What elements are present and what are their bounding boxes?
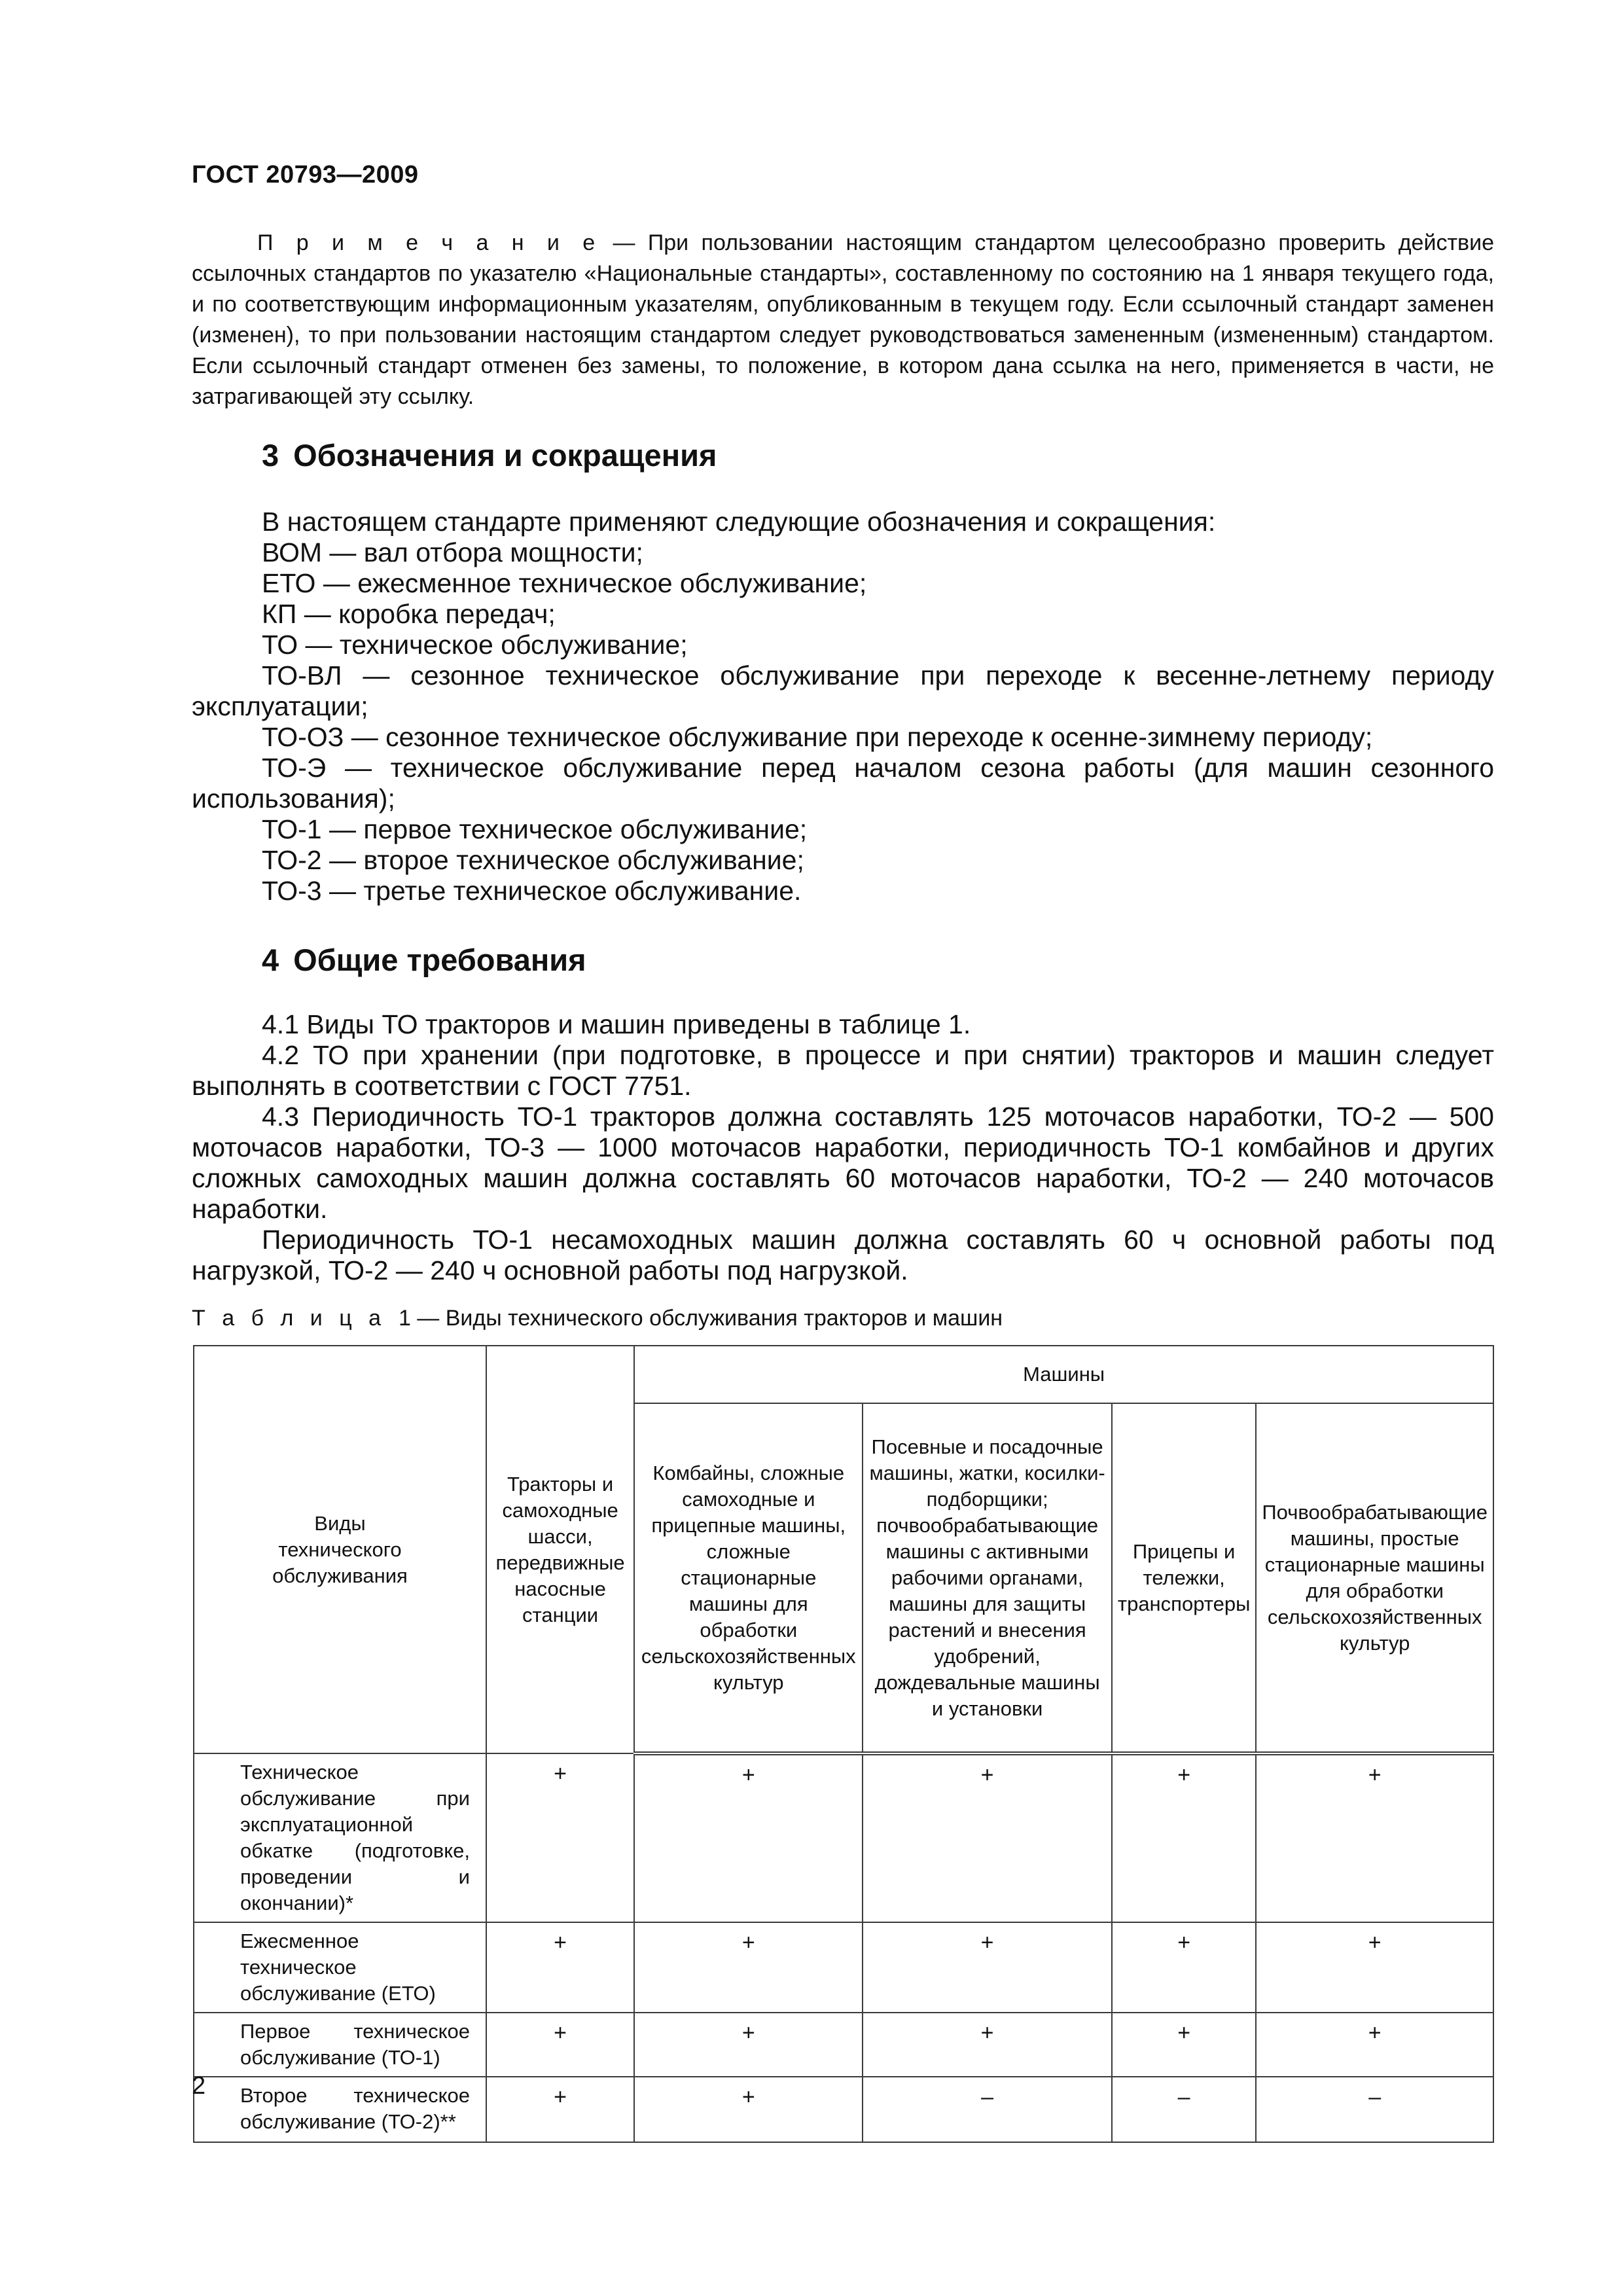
row-label: Техническое обслуживание при эксплуатационной обкатке (подготовке, проведении и окончании)* [194,1753,486,1922]
maintenance-types-table [193,1345,1494,2143]
table-row [194,1753,1493,1922]
table-caption-label: Т а б л и ц а [192,1306,387,1331]
header-combines: Комбайны, сложные самоходные и прицепные машины, сложные стационарные машины для обработки сельскохозяйственных культур [634,1403,863,1753]
row-label: Второе техническое обслуживание (ТО-2)** [194,2077,486,2142]
abbrev-item: ТО-3 — третье техническое обслуживание. [262,876,802,906]
clause-4-1: 4.1 Виды ТО тракторов и машин приведены в таблице 1. [262,1009,971,1039]
mark-cell: + [1112,2013,1257,2077]
mark-cell: – [863,2077,1112,2142]
mark-cell: + [863,2013,1112,2077]
abbrev-item: КП — коробка передач; [262,599,556,629]
abbrev-item: ТО-ВЛ — сезонное техническое обслуживание при переходе к весенне-летнему периоду эксплуатации; [192,660,1494,721]
section-3-body [192,507,1494,906]
section-number: 4 [262,942,279,977]
section-number: 3 [262,438,279,473]
mark-cell: + [634,1753,863,1922]
mark-cell: + [486,2077,634,2142]
note-text: — При пользовании настоящим стандартом целесообразно проверить действие ссылочных стандартов по указателю «Национальные стандарты», составленному по состоянию на 1 января текущего года, и по соответствующим информационным указателям, опубликованным в текущем году. Если ссылочный стандарт заменен (изменен), то при пользовании настоящим стандартом следует руководствоваться замененным (измененным) стандартом. Если ссылочный стандарт отменен без замены, то положение, в котором дана ссылка на него, применяется в части, не затрагивающей эту ссылку. [192,230,1494,409]
header-machines-group: Машины [634,1346,1493,1403]
mark-cell: + [1256,1753,1493,1922]
mark-cell: + [634,2077,863,2142]
header-tractors: Тракторы и самоходные шасси, передвижные насосные станции [486,1346,634,1753]
mark-cell: + [1112,1753,1257,1922]
mark-cell: + [1256,1922,1493,2013]
mark-cell: – [1256,2077,1493,2142]
header-trailers: Прицепы и тележки, транспортеры [1112,1403,1257,1753]
row-label: Ежесменное техническое обслуживание (ЕТО) [194,1922,486,2013]
mark-cell: + [863,1922,1112,2013]
abbrev-item: ВОМ — вал отбора мощности; [262,537,643,567]
mark-cell: + [1112,1922,1257,2013]
table-row [194,2013,1493,2077]
abbrev-item: ТО-2 — второе техническое обслуживание; [262,845,804,875]
note-paragraph [192,228,1494,412]
section-title: Общие требования [293,942,586,977]
clause-4-3: 4.3 Периодичность ТО-1 тракторов должна составлять 125 моточасов наработки, ТО-2 — 500 моточасов наработки, ТО-3 — 1000 моточасов наработки, периодичность ТО-1 комбайнов и других сложных самоходных машин должна составлять 60 моточасов наработки, ТО-2 — 240 моточасов наработки. [192,1102,1494,1224]
section-3-heading [262,437,717,473]
abbrev-item: ТО — техническое обслуживание; [262,630,688,660]
header-kind: Виды технического обслуживания [194,1346,486,1753]
header-seeders: Посевные и посадочные машины, жатки, косилки-подборщики; почвообрабатывающие машины с активными рабочими органами, машины для защиты растений и внесения удобрений, дождевальные машины и установки [863,1403,1112,1753]
document-header: ГОСТ 20793—2009 [192,161,419,188]
row-label: Первое техническое обслуживание (ТО-1) [194,2013,486,2077]
abbrev-item: ЕТО — ежесменное техническое обслуживание; [262,568,867,598]
mark-cell: + [486,1753,634,1922]
note-label: П р и м е ч а н и е [257,230,601,255]
mark-cell: + [486,1922,634,2013]
abbrev-item: ТО-Э — техническое обслуживание перед началом сезона работы (для машин сезонного использования); [192,753,1494,814]
page-number: 2 [192,2072,206,2100]
section-4-heading [262,942,586,978]
clause-4-3-continued: Периодичность ТО-1 несамоходных машин должна составлять 60 ч основной работы под нагрузкой, ТО-2 — 240 ч основной работы под нагрузкой. [192,1225,1494,1285]
mark-cell: + [863,1753,1112,1922]
table-caption [192,1306,1003,1331]
mark-cell: – [1112,2077,1257,2142]
clause-4-2: 4.2 ТО при хранении (при подготовке, в процессе и при снятии) тракторов и машин следует выполнять в соответствии с ГОСТ 7751. [192,1040,1494,1101]
mark-cell: + [486,2013,634,2077]
section-4-body [192,1009,1494,1286]
table-caption-text: 1 — Виды технического обслуживания тракторов и машин [398,1306,1003,1331]
abbrev-item: ТО-ОЗ — сезонное техническое обслуживание при переходе к осенне-зимнему периоду; [262,722,1373,752]
header-soil-machines: Почвообрабатывающие машины, простые стационарные машины для обработки сельскохозяйственных культур [1256,1403,1493,1753]
section-title: Обозначения и сокращения [293,438,717,473]
mark-cell: + [634,1922,863,2013]
mark-cell: + [634,2013,863,2077]
abbrev-intro: В настоящем стандарте применяют следующие обозначения и сокращения: [262,507,1216,537]
mark-cell: + [1256,2013,1493,2077]
abbrev-item: ТО-1 — первое техническое обслуживание; [262,814,808,844]
table-row [194,2077,1493,2142]
table-row [194,1922,1493,2013]
